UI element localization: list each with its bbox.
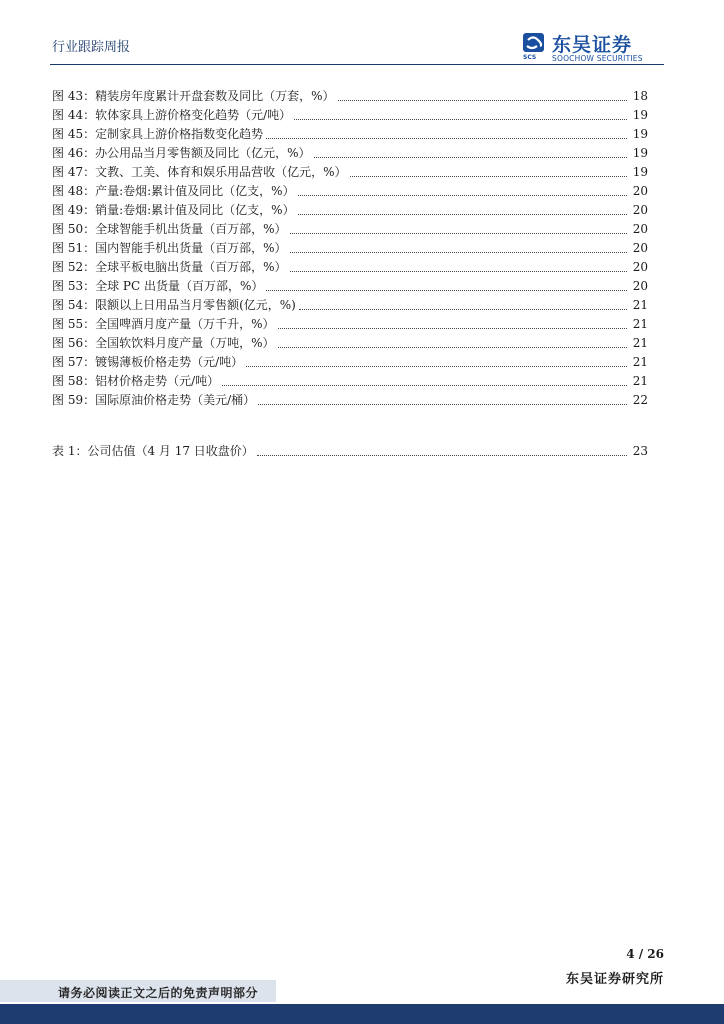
toc-entry-label: 图 57：镀锡薄板价格走势（元/吨） <box>52 355 244 369</box>
dot-leader <box>294 119 627 120</box>
toc-entry-page: 23 <box>632 444 648 458</box>
dot-leader <box>298 214 627 215</box>
toc-entry-label: 图 54：限额以上日用品当月零售额(亿元，%) <box>52 298 296 312</box>
list-spacer <box>52 410 648 442</box>
toc-entry-page: 19 <box>632 127 648 141</box>
toc-entry-label: 图 49：销量:卷烟:累计值及同比（亿支，%） <box>52 203 295 217</box>
toc-entry-page: 21 <box>632 298 648 312</box>
dot-leader <box>266 138 627 139</box>
dot-leader <box>290 252 628 253</box>
toc-entry[interactable] <box>52 277 648 296</box>
toc-entry-label: 图 46：办公用品当月零售额及同比（亿元，%） <box>52 146 311 160</box>
dot-leader <box>298 195 627 196</box>
dot-leader <box>222 385 627 386</box>
dot-leader <box>350 176 628 177</box>
toc-entry-page: 20 <box>632 203 648 217</box>
dot-leader <box>257 455 627 456</box>
toc-entry[interactable] <box>52 163 648 182</box>
dot-leader <box>299 309 627 310</box>
toc-entry-page: 18 <box>632 89 648 103</box>
toc-entry[interactable] <box>52 334 648 353</box>
toc-entry-label: 图 52：全球平板电脑出货量（百万部，%） <box>52 260 287 274</box>
dot-leader <box>278 347 628 348</box>
report-type-title: 行业跟踪周报 <box>52 40 131 55</box>
toc-entry[interactable] <box>52 391 648 410</box>
table-list <box>52 442 648 461</box>
toc-entry-label: 图 56：全国软饮料月度产量（万吨，%） <box>52 336 275 350</box>
table-of-figures <box>52 87 648 461</box>
dot-leader <box>266 290 627 291</box>
toc-entry[interactable] <box>52 106 648 125</box>
toc-entry-page: 20 <box>632 279 648 293</box>
toc-entry[interactable] <box>52 258 648 277</box>
toc-entry[interactable] <box>52 201 648 220</box>
figure-list <box>52 87 648 410</box>
toc-entry-page: 20 <box>632 241 648 255</box>
toc-entry-label: 图 45：定制家具上游价格指数变化趋势 <box>52 127 264 141</box>
research-institute-name: 东吴证券研究所 <box>565 972 664 987</box>
toc-entry[interactable] <box>52 296 648 315</box>
toc-entry-label: 图 50：全球智能手机出货量（百万部，%） <box>52 222 287 236</box>
toc-entry[interactable] <box>52 87 648 106</box>
toc-entry-page: 19 <box>632 108 648 122</box>
header-divider <box>50 64 664 65</box>
disclaimer-notice: 请务必阅读正文之后的免责声明部分 <box>58 986 259 1000</box>
toc-entry-page: 20 <box>632 260 648 274</box>
dot-leader <box>258 404 627 405</box>
toc-entry-page: 19 <box>632 165 648 179</box>
toc-entry-label: 图 48：产量:卷烟:累计值及同比（亿支，%） <box>52 184 295 198</box>
toc-entry-label: 图 58：铝材价格走势（元/吨） <box>52 374 220 388</box>
toc-entry-page: 21 <box>632 336 648 350</box>
dot-leader <box>290 271 628 272</box>
toc-entry-label: 表 1：公司估值（4 月 17 日收盘价） <box>52 444 254 458</box>
dot-leader <box>314 157 628 158</box>
toc-entry-label: 图 43：精装房年度累计开盘套数及同比（万套，%） <box>52 89 335 103</box>
toc-entry-page: 22 <box>632 393 648 407</box>
dot-leader <box>290 233 628 234</box>
toc-entry[interactable] <box>52 144 648 163</box>
toc-entry-label: 图 47：文教、工美、体育和娱乐用品营收（亿元，%） <box>52 165 347 179</box>
dot-leader <box>246 366 627 367</box>
toc-entry[interactable] <box>52 353 648 372</box>
toc-entry-page: 20 <box>632 222 648 236</box>
toc-entry[interactable] <box>52 372 648 391</box>
dot-leader <box>278 328 628 329</box>
toc-entry[interactable] <box>52 220 648 239</box>
logo-abbreviation: SCS <box>523 54 537 61</box>
company-logo <box>522 32 672 64</box>
toc-entry-label: 图 51：国内智能手机出货量（百万部，%） <box>52 241 287 255</box>
toc-entry-page: 20 <box>632 184 648 198</box>
toc-entry[interactable] <box>52 239 648 258</box>
toc-entry-label: 图 59：国际原油价格走势（美元/桶） <box>52 393 256 407</box>
toc-entry-page: 21 <box>632 355 648 369</box>
toc-entry-label: 图 53：全球 PC 出货量（百万部，%） <box>52 279 264 293</box>
dot-leader <box>338 100 628 101</box>
toc-entry-page: 21 <box>632 317 648 331</box>
toc-entry-label: 图 44：软体家具上游价格变化趋势（元/吨） <box>52 108 292 122</box>
page-number: 4 / 26 <box>626 947 664 961</box>
toc-entry-page: 19 <box>632 146 648 160</box>
toc-entry-page: 21 <box>632 374 648 388</box>
toc-entry-label: 图 55：全国啤酒月度产量（万千升，%） <box>52 317 275 331</box>
toc-entry[interactable] <box>52 125 648 144</box>
logo-english-name: SOOCHOW SECURITIES <box>552 54 643 63</box>
toc-entry[interactable] <box>52 442 648 461</box>
toc-entry[interactable] <box>52 182 648 201</box>
logo-chinese-name: 东吴证券 <box>552 34 633 56</box>
toc-entry[interactable] <box>52 315 648 334</box>
footer-band <box>0 1004 724 1024</box>
